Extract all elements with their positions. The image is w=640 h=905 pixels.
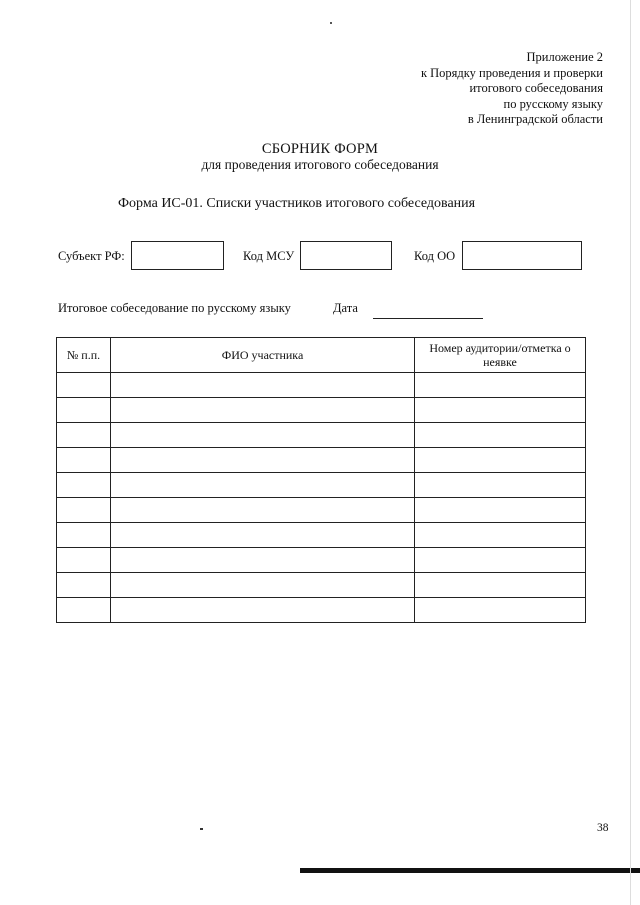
room-cell[interactable] [415, 448, 586, 473]
room-cell[interactable] [415, 498, 586, 523]
column-header-room: Номер аудитории/отметка о неявке [415, 338, 586, 373]
appendix-note [421, 50, 603, 128]
room-cell[interactable] [415, 373, 586, 398]
date-field[interactable] [373, 318, 483, 319]
page-number: 38 [597, 822, 609, 834]
name-cell[interactable] [111, 498, 415, 523]
number-cell[interactable] [57, 573, 111, 598]
table-row [57, 423, 586, 448]
name-cell[interactable] [111, 373, 415, 398]
name-cell[interactable] [111, 473, 415, 498]
table-row [57, 398, 586, 423]
number-cell[interactable] [57, 523, 111, 548]
appendix-line: Приложение 2 [526, 50, 603, 64]
table-body [57, 373, 586, 623]
msu-code-field[interactable] [300, 241, 392, 270]
name-cell[interactable] [111, 523, 415, 548]
msu-label: Код МСУ [243, 249, 295, 263]
scan-artifact [200, 828, 203, 830]
number-cell[interactable] [57, 548, 111, 573]
oo-label: Код ОО [414, 249, 456, 263]
subject-field[interactable] [131, 241, 224, 270]
room-cell[interactable] [415, 573, 586, 598]
number-cell[interactable] [57, 473, 111, 498]
scan-edge-line [630, 0, 631, 905]
table-header-row [57, 338, 586, 373]
table-row [57, 498, 586, 523]
subject-label: Субъект РФ: [58, 249, 125, 263]
number-cell[interactable] [57, 398, 111, 423]
name-cell[interactable] [111, 573, 415, 598]
appendix-line: по русскому языку [503, 96, 603, 111]
number-cell[interactable] [57, 498, 111, 523]
table-row [57, 598, 586, 623]
table-row [57, 523, 586, 548]
document-subtitle: для проведения итогового собеседования [201, 157, 439, 172]
number-cell[interactable] [57, 598, 111, 623]
name-cell[interactable] [111, 398, 415, 423]
scan-edge-bar [300, 868, 640, 873]
number-cell[interactable] [57, 373, 111, 398]
table-row [57, 573, 586, 598]
table-row [57, 373, 586, 398]
column-header-number: № п.п. [57, 338, 111, 373]
exam-label: Итоговое собеседование по русскому языку [58, 301, 291, 315]
number-cell[interactable] [57, 448, 111, 473]
participants-table [56, 337, 586, 623]
scan-artifact [330, 22, 332, 24]
number-cell[interactable] [57, 423, 111, 448]
table-row [57, 448, 586, 473]
appendix-line: итогового собеседования [469, 81, 603, 96]
room-cell[interactable] [415, 598, 586, 623]
table-row [57, 473, 586, 498]
name-cell[interactable] [111, 598, 415, 623]
column-header-name: ФИО участника [111, 338, 415, 373]
room-cell[interactable] [415, 423, 586, 448]
room-cell[interactable] [415, 548, 586, 573]
appendix-line: к Порядку проведения и проверки [420, 65, 603, 80]
name-cell[interactable] [111, 423, 415, 448]
room-cell[interactable] [415, 473, 586, 498]
appendix-line: в Ленинградской области [467, 112, 603, 127]
room-cell[interactable] [415, 398, 586, 423]
oo-code-field[interactable] [462, 241, 582, 270]
form-title: Форма ИС-01. Списки участников итогового собеседования [118, 196, 476, 211]
name-cell[interactable] [111, 548, 415, 573]
room-cell[interactable] [415, 523, 586, 548]
document-title: СБОРНИК ФОРМ [261, 141, 379, 157]
table-row [57, 548, 586, 573]
name-cell[interactable] [111, 448, 415, 473]
date-label: Дата [333, 301, 358, 315]
